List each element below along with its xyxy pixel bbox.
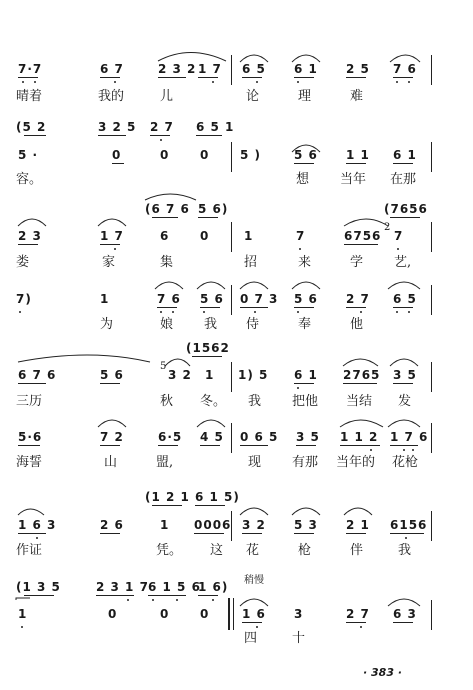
lyric: 在那 bbox=[390, 172, 417, 187]
low-dot bbox=[212, 81, 214, 83]
underline bbox=[96, 595, 134, 596]
phrase-note: 5 6) bbox=[198, 202, 229, 216]
note-group: 6 1 bbox=[294, 368, 318, 382]
note-group: 7) bbox=[16, 292, 32, 306]
note-group: 0 bbox=[112, 148, 122, 162]
underline bbox=[18, 445, 40, 446]
lyric: 海誓 bbox=[16, 455, 43, 470]
low-dot bbox=[176, 599, 178, 601]
lyric: 晴着 bbox=[16, 89, 43, 104]
low-dot bbox=[297, 387, 299, 389]
underline bbox=[240, 307, 268, 308]
underline bbox=[393, 163, 413, 164]
note-group: 6·5 bbox=[158, 430, 183, 444]
lyric: 枪 bbox=[298, 543, 312, 558]
tempo-mark: 稍慢 bbox=[244, 575, 264, 586]
note-group: 7 6 bbox=[393, 62, 417, 76]
phrase-note: (1 2 1 bbox=[145, 490, 190, 504]
note-group: 6 1 bbox=[393, 148, 417, 162]
phrase-note: (6 7 6 bbox=[145, 202, 190, 216]
note-group: 6 7 6 bbox=[18, 368, 57, 382]
low-dot bbox=[212, 599, 214, 601]
underline bbox=[198, 595, 218, 596]
underline bbox=[393, 383, 413, 384]
note-group: 1 7 6 bbox=[390, 430, 429, 444]
bar-line bbox=[231, 511, 232, 541]
low-dot bbox=[160, 139, 162, 141]
note-group: 1) 5 bbox=[238, 368, 269, 382]
underline bbox=[24, 135, 46, 136]
note-group: 0 bbox=[200, 148, 210, 162]
lyric: 秋 bbox=[160, 394, 174, 409]
underline bbox=[200, 445, 220, 446]
underline bbox=[296, 445, 316, 446]
lyric: 奉 bbox=[298, 317, 312, 332]
note-group: 1 1 bbox=[346, 148, 370, 162]
underline bbox=[294, 77, 314, 78]
low-dot bbox=[408, 311, 410, 313]
bar-line bbox=[231, 285, 232, 315]
lyric: 为 bbox=[100, 317, 114, 332]
phrase-note: 6 5 1 bbox=[196, 120, 235, 134]
lyric: 艺, bbox=[394, 255, 412, 270]
bar-line bbox=[431, 362, 432, 392]
underline bbox=[150, 135, 170, 136]
note-group: 5 3 bbox=[294, 518, 318, 532]
note-group: 5 6 bbox=[294, 148, 318, 162]
lyric: 有那 bbox=[292, 455, 319, 470]
phrase-note: (1 3 5 bbox=[16, 580, 61, 594]
underline bbox=[100, 383, 120, 384]
lyric: 冬。 bbox=[200, 394, 227, 409]
lyric: 我的 bbox=[98, 89, 125, 104]
note-group: 0 bbox=[200, 229, 210, 243]
low-dot bbox=[152, 599, 154, 601]
underline bbox=[18, 533, 46, 534]
phrase-note: 3 2 5 bbox=[98, 120, 137, 134]
underline bbox=[100, 445, 120, 446]
bar-line bbox=[431, 222, 432, 252]
lyric: 十 bbox=[292, 631, 306, 646]
underline bbox=[390, 217, 420, 218]
note-group: 5 ) bbox=[240, 148, 262, 162]
phrase-note: 6 1 5) bbox=[195, 490, 240, 504]
underline bbox=[346, 77, 366, 78]
note-group: 6 7 bbox=[100, 62, 124, 76]
low-dot bbox=[19, 311, 21, 313]
note-group: 2 5 bbox=[346, 62, 370, 76]
note-group: 1 7 bbox=[198, 62, 222, 76]
note-group: 6756 bbox=[344, 229, 382, 243]
underline bbox=[294, 383, 314, 384]
underline bbox=[393, 307, 413, 308]
bar-line bbox=[231, 55, 232, 85]
note-group: 2 3 bbox=[18, 229, 42, 243]
phrase-note: 1 6) bbox=[198, 580, 229, 594]
note-group: 0 bbox=[160, 607, 170, 621]
lyric: 山 bbox=[104, 455, 118, 470]
note-group: 5 6 bbox=[294, 292, 318, 306]
note-group: 5·6 bbox=[18, 430, 43, 444]
lyric: 花 bbox=[246, 543, 260, 558]
lyric: 来 bbox=[298, 255, 312, 270]
note-group: 2 3 2 bbox=[158, 62, 197, 76]
lyric: 伴 bbox=[350, 543, 364, 558]
underline bbox=[346, 533, 366, 534]
bar-line bbox=[431, 55, 432, 85]
underline bbox=[344, 244, 378, 245]
bar-line bbox=[231, 362, 232, 392]
note-group: 5 6 bbox=[100, 368, 124, 382]
underline bbox=[340, 445, 380, 446]
underline bbox=[390, 445, 418, 446]
low-dot bbox=[299, 248, 301, 250]
underline bbox=[242, 622, 262, 623]
note-group: 6 bbox=[160, 229, 170, 243]
lyric: 我 bbox=[204, 317, 218, 332]
low-dot bbox=[408, 81, 410, 83]
note-group: 6 5 bbox=[393, 292, 417, 306]
underline bbox=[157, 307, 177, 308]
underline bbox=[112, 163, 124, 164]
low-dot bbox=[256, 81, 258, 83]
underline bbox=[343, 383, 377, 384]
underline bbox=[24, 595, 54, 596]
lyric: 凭。 bbox=[156, 543, 183, 558]
note-group: 5 6 bbox=[200, 292, 224, 306]
lyric: 我 bbox=[398, 543, 412, 558]
low-dot bbox=[360, 626, 362, 628]
low-dot bbox=[22, 81, 24, 83]
lyric: 作证 bbox=[16, 543, 43, 558]
note-group: 7·7 bbox=[18, 62, 43, 76]
note-group: 0 6 5 bbox=[240, 430, 279, 444]
lyric: 难 bbox=[350, 89, 364, 104]
note-group: 0 bbox=[108, 607, 118, 621]
note-group: 3 5 bbox=[393, 368, 417, 382]
lyric: 盟, bbox=[156, 455, 174, 470]
note-group: 1 bbox=[205, 368, 215, 382]
lyric: 我 bbox=[248, 394, 262, 409]
note-group: 7 6 bbox=[157, 292, 181, 306]
bar-line bbox=[231, 423, 232, 453]
bar-line bbox=[431, 511, 432, 541]
note-group: 6156 bbox=[390, 518, 428, 532]
note-group: 2 6 bbox=[100, 518, 124, 532]
note-group: 5 · bbox=[18, 148, 39, 162]
phrase-note: 2 3 1 7 bbox=[96, 580, 149, 594]
note-group: 2 7 bbox=[346, 292, 370, 306]
lyric: 论 bbox=[246, 89, 260, 104]
lyric: 当年 bbox=[340, 172, 367, 187]
lyric: 想 bbox=[296, 172, 310, 187]
page-number: · 383 · bbox=[363, 666, 402, 679]
lyric: 容。 bbox=[16, 172, 43, 187]
underline bbox=[194, 533, 224, 534]
note-group: 2 7 bbox=[346, 607, 370, 621]
lyric: 现 bbox=[248, 455, 262, 470]
lyric: 集 bbox=[160, 255, 174, 270]
underline bbox=[346, 307, 366, 308]
note-group: 6 1 bbox=[294, 62, 318, 76]
grace-note: 5 bbox=[160, 361, 167, 372]
underline bbox=[242, 77, 262, 78]
note-group: 0 bbox=[200, 607, 210, 621]
underline bbox=[393, 77, 413, 78]
note-group: 7 2 bbox=[100, 430, 124, 444]
lyric: 学 bbox=[350, 255, 364, 270]
lyric: 娄 bbox=[16, 255, 30, 270]
underline bbox=[18, 244, 38, 245]
underline bbox=[98, 135, 126, 136]
underline bbox=[198, 77, 218, 78]
note-group: 0006 bbox=[194, 518, 232, 532]
lyric: 当年的 bbox=[336, 455, 376, 470]
note-group: 1 7 bbox=[100, 229, 124, 243]
lyric: 侍 bbox=[246, 317, 260, 332]
underline bbox=[390, 533, 424, 534]
underline bbox=[18, 383, 46, 384]
note-group: 3 bbox=[294, 607, 304, 621]
underline bbox=[148, 595, 186, 596]
note-group: 1 bbox=[18, 607, 28, 621]
underline bbox=[242, 533, 262, 534]
note-group: 6 3 bbox=[393, 607, 417, 621]
underline bbox=[198, 217, 218, 218]
low-dot bbox=[396, 311, 398, 313]
note-group: 4 5 bbox=[200, 430, 224, 444]
bar-line bbox=[431, 142, 432, 172]
note-group: 3 2 bbox=[242, 518, 266, 532]
underline bbox=[294, 307, 314, 308]
underline bbox=[152, 505, 182, 506]
lyric: 家 bbox=[102, 255, 116, 270]
phrase-note: 6 1 5 6 bbox=[148, 580, 201, 594]
bar-line bbox=[231, 222, 232, 252]
lyric: 招 bbox=[244, 255, 258, 270]
note-group: 6 5 bbox=[242, 62, 266, 76]
lyric: 理 bbox=[298, 89, 312, 104]
double-bar-line bbox=[233, 598, 234, 630]
note-group: 7 bbox=[296, 229, 306, 243]
bar-line bbox=[431, 285, 432, 315]
underline bbox=[100, 77, 120, 78]
underline bbox=[192, 356, 222, 357]
note-group: 1 1 2 bbox=[340, 430, 379, 444]
underline bbox=[152, 217, 178, 218]
phrase-note: (1562 bbox=[186, 341, 230, 355]
note-group: 1 bbox=[100, 292, 110, 306]
lyric: 当结 bbox=[346, 394, 373, 409]
underline bbox=[346, 163, 366, 164]
note-group: 3 2 bbox=[168, 368, 192, 382]
underline bbox=[195, 505, 225, 506]
low-dot bbox=[114, 248, 116, 250]
underline bbox=[100, 533, 120, 534]
underline bbox=[18, 77, 38, 78]
double-bar-line bbox=[228, 598, 230, 630]
low-dot bbox=[397, 248, 399, 250]
note-group: 1 bbox=[160, 518, 170, 532]
grace-note: 2 bbox=[384, 222, 391, 233]
note-group: 0 bbox=[160, 148, 170, 162]
low-dot bbox=[396, 81, 398, 83]
lyric: 儿 bbox=[160, 89, 174, 104]
lyric: 娘 bbox=[160, 317, 174, 332]
low-dot bbox=[21, 626, 23, 628]
note-group: 7 bbox=[394, 229, 404, 243]
note-group: 1 bbox=[244, 229, 254, 243]
note-group: 2765 bbox=[343, 368, 381, 382]
low-dot bbox=[34, 81, 36, 83]
phrase-note: (7656 bbox=[384, 202, 428, 216]
note-group: 1 6 bbox=[242, 607, 266, 621]
phrase-note: 2 7 bbox=[150, 120, 174, 134]
low-dot bbox=[127, 599, 129, 601]
underline bbox=[346, 622, 366, 623]
note-group: 0 7 3 bbox=[240, 292, 279, 306]
lyric: 这 bbox=[210, 543, 224, 558]
bar-line bbox=[431, 423, 432, 453]
bar-line bbox=[431, 600, 432, 630]
note-group: 3 5 bbox=[296, 430, 320, 444]
underline bbox=[158, 445, 178, 446]
bar-line bbox=[231, 142, 232, 172]
lyric: 他 bbox=[350, 317, 364, 332]
underline bbox=[294, 533, 314, 534]
low-dot bbox=[297, 81, 299, 83]
lyric: 四 bbox=[244, 631, 258, 646]
low-dot bbox=[114, 81, 116, 83]
underline bbox=[100, 244, 120, 245]
lyric: 三历 bbox=[16, 394, 43, 409]
underline bbox=[393, 622, 413, 623]
underline bbox=[294, 163, 314, 164]
lyric: 发 bbox=[398, 394, 412, 409]
lyric: 把他 bbox=[292, 394, 319, 409]
underline bbox=[200, 307, 220, 308]
lyric: 花枪 bbox=[392, 455, 419, 470]
underline bbox=[240, 445, 268, 446]
note-group: 1 6 3 bbox=[18, 518, 57, 532]
underline bbox=[196, 135, 222, 136]
note-group: 2 1 bbox=[346, 518, 370, 532]
underline bbox=[158, 77, 186, 78]
phrase-note: (5 2 bbox=[16, 120, 47, 134]
